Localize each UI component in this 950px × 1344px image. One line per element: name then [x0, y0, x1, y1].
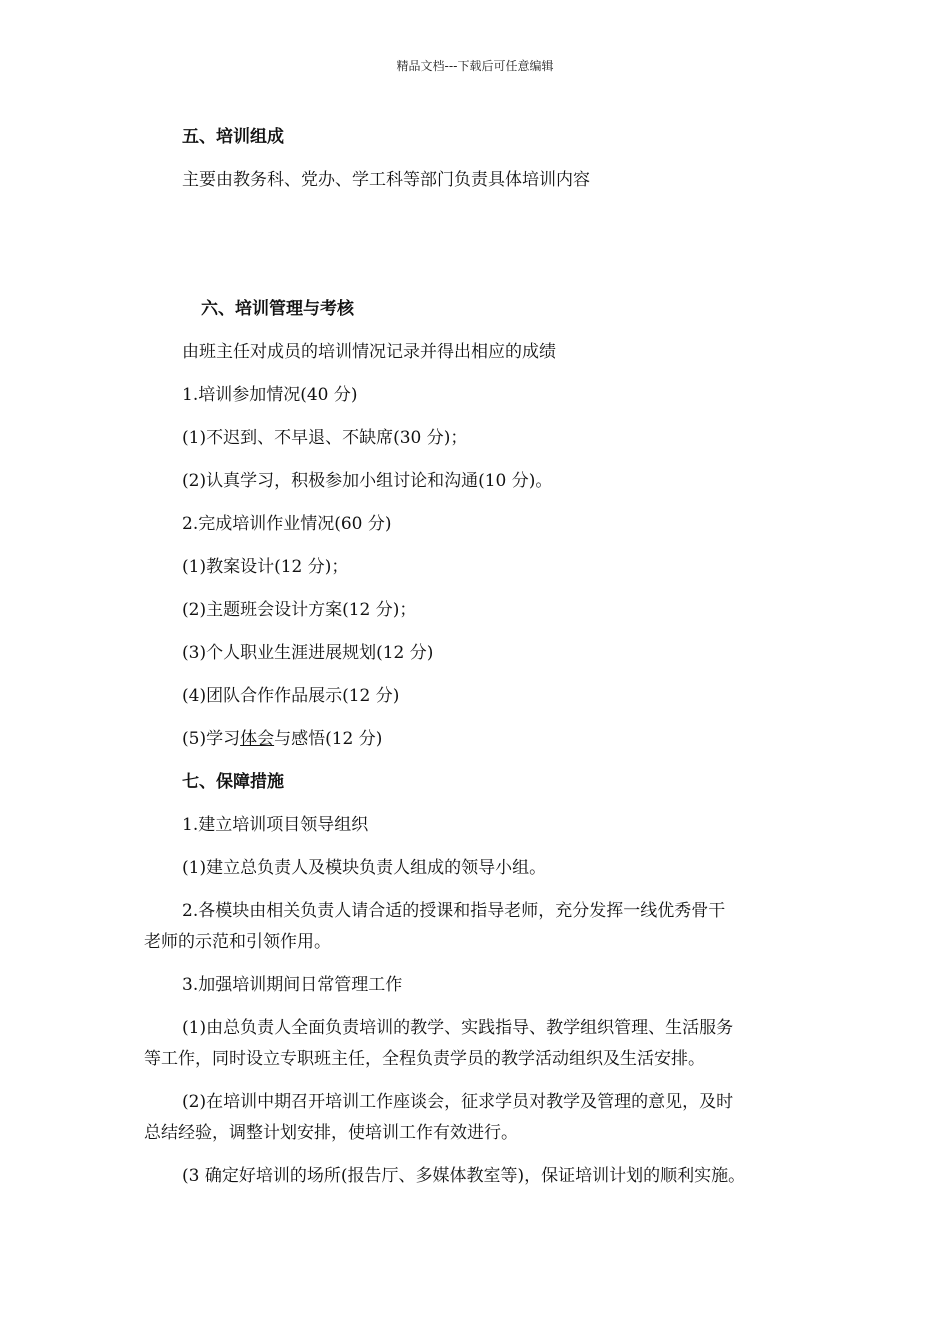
- section6-item2-4: (4)团队合作作品展示(12 分): [182, 686, 400, 706]
- section7-item3-3: (3 确定好培训的场所(报告厅、多媒体教室等)，保证培训计划的顺利实施。: [182, 1166, 746, 1186]
- section6-item2-5: [182, 724, 382, 754]
- section6-item2-3: (3)个人职业生涯进展规划(12 分): [182, 643, 434, 663]
- section6-item2-1: (1)教案设计(12 分)；: [182, 557, 349, 577]
- section6-item1: 1.培训参加情况(40 分): [182, 385, 358, 405]
- section6-title: 六、培训管理与考核: [201, 299, 354, 319]
- item2-5-prefix: (5)学习: [182, 729, 241, 749]
- section7-title: 七、保障措施: [182, 772, 284, 792]
- section7-item3-2-line2: 总结经验，调整计划安排，使培训工作有效进行。: [144, 1123, 518, 1143]
- section6-item2-2: (2)主题班会设计方案(12 分)；: [182, 600, 417, 620]
- section7-item1: 1.建立培训项目领导组织: [182, 815, 369, 835]
- item2-5-underlined: 体会: [240, 729, 275, 749]
- section7-item3-2-line1: (2)在培训中期召开培训工作座谈会，征求学员对教学及管理的意见，及时: [182, 1092, 734, 1112]
- section5-title: 五、培训组成: [182, 127, 284, 147]
- section6-item1-1: (1)不迟到、不早退、不缺席(30 分)；: [182, 428, 468, 448]
- section7-item3-1-line2: 等工作，同时设立专职班主任，全程负责学员的教学活动组织及生活安排。: [144, 1049, 705, 1069]
- section6-item2: 2.完成培训作业情况(60 分): [182, 514, 392, 534]
- section7-item1-1: (1)建立总负责人及模块负责人组成的领导小组。: [182, 858, 547, 878]
- section7-item2-line2: 老师的示范和引领作用。: [144, 932, 331, 952]
- section5-body: 主要由教务科、党办、学工科等部门负责具体培训内容: [182, 170, 590, 190]
- section7-item3: 3.加强培训期间日常管理工作: [182, 975, 403, 995]
- section7-item3-1-line1: (1)由总负责人全面负责培训的教学、实践指导、教学组织管理、生活服务: [182, 1018, 734, 1038]
- item2-5-suffix: 与感悟(12 分): [274, 729, 383, 749]
- section6-intro: 由班主任对成员的培训情况记录并得出相应的成绩: [182, 342, 556, 362]
- section6-item1-2: (2)认真学习，积极参加小组讨论和沟通(10 分)。: [182, 471, 553, 491]
- page-header: 精品文档---下载后可任意编辑: [396, 59, 554, 73]
- section7-item2-line1: 2.各模块由相关负责人请合适的授课和指导老师，充分发挥一线优秀骨干: [182, 901, 726, 921]
